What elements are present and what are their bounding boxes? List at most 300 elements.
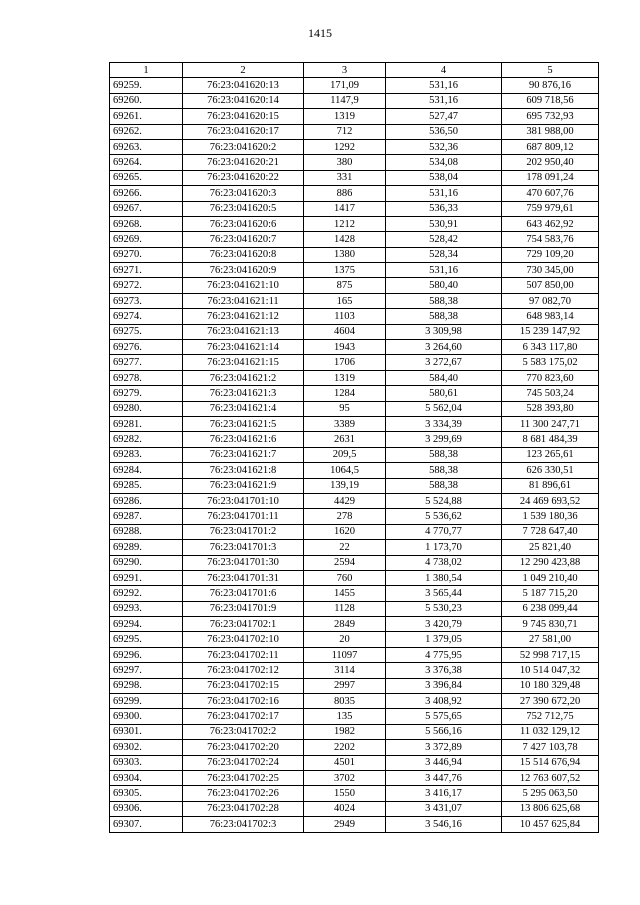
cadastral-number-cell: 76:23:041620:7 (183, 232, 304, 247)
area-cell: 1550 (304, 786, 386, 801)
table-row (110, 555, 599, 570)
row-number-cell: 69268. (110, 216, 183, 231)
area-cell: 1375 (304, 263, 386, 278)
cadastral-number-cell: 76:23:041620:17 (183, 124, 304, 139)
area-cell: 875 (304, 278, 386, 293)
table-row (110, 678, 599, 693)
row-number-cell: 69285. (110, 478, 183, 493)
cadastral-value-cell: 730 345,00 (502, 263, 599, 278)
cadastral-number-cell: 76:23:041621:7 (183, 447, 304, 462)
table-row (110, 186, 599, 201)
table-row (110, 155, 599, 170)
cadastral-number-cell: 76:23:041701:11 (183, 509, 304, 524)
area-cell: 1284 (304, 386, 386, 401)
specific-value-cell: 3 546,16 (386, 817, 502, 832)
specific-value-cell: 3 420,79 (386, 617, 502, 632)
area-cell: 1943 (304, 340, 386, 355)
cadastral-number-cell: 76:23:041620:8 (183, 247, 304, 262)
row-number-cell: 69283. (110, 447, 183, 462)
area-cell: 3114 (304, 663, 386, 678)
table-row (110, 247, 599, 262)
cadastral-value-cell: 27 581,00 (502, 632, 599, 647)
cadastral-value-cell: 507 850,00 (502, 278, 599, 293)
row-number-cell: 69296. (110, 647, 183, 662)
area-cell: 1212 (304, 216, 386, 231)
specific-value-cell: 588,38 (386, 463, 502, 478)
specific-value-cell: 528,42 (386, 232, 502, 247)
area-cell: 1064,5 (304, 463, 386, 478)
table-row (110, 78, 599, 93)
area-cell: 886 (304, 186, 386, 201)
cadastral-value-cell: 6 343 117,80 (502, 340, 599, 355)
area-cell: 139,19 (304, 478, 386, 493)
table-row (110, 432, 599, 447)
cadastral-number-cell: 76:23:041621:8 (183, 463, 304, 478)
cadastral-number-cell: 76:23:041621:9 (183, 478, 304, 493)
table-body (110, 78, 599, 832)
area-cell: 4604 (304, 324, 386, 339)
specific-value-cell: 538,04 (386, 170, 502, 185)
row-number-cell: 69269. (110, 232, 183, 247)
row-number-cell: 69286. (110, 493, 183, 508)
row-number-cell: 69271. (110, 263, 183, 278)
row-number-cell: 69274. (110, 309, 183, 324)
specific-value-cell: 531,16 (386, 78, 502, 93)
specific-value-cell: 3 299,69 (386, 432, 502, 447)
table-row (110, 709, 599, 724)
cadastral-value-cell: 202 950,40 (502, 155, 599, 170)
specific-value-cell: 534,08 (386, 155, 502, 170)
row-number-cell: 69304. (110, 770, 183, 785)
row-number-cell: 69278. (110, 370, 183, 385)
cadastral-value-cell: 770 823,60 (502, 370, 599, 385)
row-number-cell: 69261. (110, 109, 183, 124)
specific-value-cell: 1 380,54 (386, 570, 502, 585)
row-number-cell: 69294. (110, 617, 183, 632)
specific-value-cell: 588,38 (386, 478, 502, 493)
specific-value-cell: 3 446,94 (386, 755, 502, 770)
area-cell: 278 (304, 509, 386, 524)
cadastral-number-cell: 76:23:041620:14 (183, 93, 304, 108)
cadastral-value-cell: 5 583 175,02 (502, 355, 599, 370)
table-row (110, 601, 599, 616)
area-cell: 1455 (304, 586, 386, 601)
area-cell: 20 (304, 632, 386, 647)
specific-value-cell: 5 566,16 (386, 724, 502, 739)
area-cell: 1319 (304, 370, 386, 385)
row-number-cell: 69276. (110, 340, 183, 355)
row-number-cell: 69259. (110, 78, 183, 93)
specific-value-cell: 536,33 (386, 201, 502, 216)
row-number-cell: 69298. (110, 678, 183, 693)
row-number-cell: 69284. (110, 463, 183, 478)
cadastral-value-cell: 7 427 103,78 (502, 740, 599, 755)
cadastral-number-cell: 76:23:041620:21 (183, 155, 304, 170)
row-number-cell: 69267. (110, 201, 183, 216)
cadastral-number-cell: 76:23:041702:2 (183, 724, 304, 739)
area-cell: 1417 (304, 201, 386, 216)
area-cell: 2997 (304, 678, 386, 693)
cadastral-number-cell: 76:23:041620:6 (183, 216, 304, 231)
specific-value-cell: 588,38 (386, 293, 502, 308)
table-row (110, 416, 599, 431)
cadastral-number-cell: 76:23:041702:24 (183, 755, 304, 770)
area-cell: 3702 (304, 770, 386, 785)
cadastral-number-cell: 76:23:041620:15 (183, 109, 304, 124)
table-row (110, 694, 599, 709)
table-row (110, 463, 599, 478)
specific-value-cell: 3 372,89 (386, 740, 502, 755)
cadastral-number-cell: 76:23:041621:12 (183, 309, 304, 324)
area-cell: 165 (304, 293, 386, 308)
row-number-cell: 69263. (110, 139, 183, 154)
cadastral-value-cell: 97 082,70 (502, 293, 599, 308)
table-row (110, 232, 599, 247)
row-number-cell: 69273. (110, 293, 183, 308)
cadastral-number-cell: 76:23:041620:9 (183, 263, 304, 278)
cadastral-value-cell: 25 821,40 (502, 540, 599, 555)
row-number-cell: 69290. (110, 555, 183, 570)
specific-value-cell: 5 575,65 (386, 709, 502, 724)
row-number-cell: 69295. (110, 632, 183, 647)
specific-value-cell: 3 447,76 (386, 770, 502, 785)
cadastral-value-cell: 24 469 693,52 (502, 493, 599, 508)
cadastral-number-cell: 76:23:041621:14 (183, 340, 304, 355)
area-cell: 1147,9 (304, 93, 386, 108)
cadastral-value-cell: 10 457 625,84 (502, 817, 599, 832)
table-row (110, 401, 599, 416)
table-header-row (110, 63, 599, 78)
specific-value-cell: 531,16 (386, 93, 502, 108)
cadastral-value-cell: 52 998 717,15 (502, 647, 599, 662)
cadastral-value-cell: 626 330,51 (502, 463, 599, 478)
cadastral-value-cell: 9 745 830,71 (502, 617, 599, 632)
cadastral-value-cell: 12 763 607,52 (502, 770, 599, 785)
table-row (110, 216, 599, 231)
cadastral-value-cell: 27 390 672,20 (502, 694, 599, 709)
cadastral-value-cell: 11 300 247,71 (502, 416, 599, 431)
cadastral-number-cell: 76:23:041621:2 (183, 370, 304, 385)
cadastral-value-cell: 745 503,24 (502, 386, 599, 401)
specific-value-cell: 4 775,95 (386, 647, 502, 662)
specific-value-cell: 5 536,62 (386, 509, 502, 524)
table-row (110, 755, 599, 770)
specific-value-cell: 5 530,23 (386, 601, 502, 616)
specific-value-cell: 3 396,84 (386, 678, 502, 693)
table-row (110, 617, 599, 632)
cadastral-value-cell: 1 049 210,40 (502, 570, 599, 585)
cadastral-value-cell: 381 988,00 (502, 124, 599, 139)
table-row (110, 770, 599, 785)
cadastral-value-cell: 729 109,20 (502, 247, 599, 262)
area-cell: 1103 (304, 309, 386, 324)
cadastral-number-cell: 76:23:041621:13 (183, 324, 304, 339)
cadastral-number-cell: 76:23:041620:13 (183, 78, 304, 93)
area-cell: 171,09 (304, 78, 386, 93)
cadastral-number-cell: 76:23:041621:5 (183, 416, 304, 431)
area-cell: 4429 (304, 493, 386, 508)
table-row (110, 263, 599, 278)
specific-value-cell: 3 431,07 (386, 801, 502, 816)
cadastral-number-cell: 76:23:041701:10 (183, 493, 304, 508)
table-row (110, 647, 599, 662)
cadastral-value-cell: 5 295 063,50 (502, 786, 599, 801)
specific-value-cell: 3 416,17 (386, 786, 502, 801)
area-cell: 135 (304, 709, 386, 724)
page-number: 1415 (308, 26, 332, 40)
table-row (110, 817, 599, 832)
row-number-cell: 69291. (110, 570, 183, 585)
column-header-5: 5 (502, 63, 599, 78)
row-number-cell: 69292. (110, 586, 183, 601)
cadastral-value-cell: 12 290 423,88 (502, 555, 599, 570)
table-row (110, 740, 599, 755)
row-number-cell: 69305. (110, 786, 183, 801)
row-number-cell: 69306. (110, 801, 183, 816)
specific-value-cell: 580,61 (386, 386, 502, 401)
cadastral-number-cell: 76:23:041702:25 (183, 770, 304, 785)
row-number-cell: 69307. (110, 817, 183, 832)
cadastral-number-cell: 76:23:041701:9 (183, 601, 304, 616)
table-row (110, 570, 599, 585)
cadastral-number-cell: 76:23:041702:28 (183, 801, 304, 816)
cadastral-number-cell: 76:23:041701:30 (183, 555, 304, 570)
specific-value-cell: 3 272,67 (386, 355, 502, 370)
column-header-3: 3 (304, 63, 386, 78)
area-cell: 760 (304, 570, 386, 585)
cadastral-value-cell: 8 681 484,39 (502, 432, 599, 447)
cadastral-number-cell: 76:23:041702:12 (183, 663, 304, 678)
cadastral-value-cell: 90 876,16 (502, 78, 599, 93)
row-number-cell: 69281. (110, 416, 183, 431)
row-number-cell: 69300. (110, 709, 183, 724)
row-number-cell: 69280. (110, 401, 183, 416)
cadastral-number-cell: 76:23:041621:6 (183, 432, 304, 447)
row-number-cell: 69264. (110, 155, 183, 170)
cadastral-value-cell: 609 718,56 (502, 93, 599, 108)
cadastral-value-cell: 81 896,61 (502, 478, 599, 493)
area-cell: 8035 (304, 694, 386, 709)
area-cell: 380 (304, 155, 386, 170)
cadastral-number-cell: 76:23:041701:3 (183, 540, 304, 555)
area-cell: 4024 (304, 801, 386, 816)
cadastral-number-cell: 76:23:041702:10 (183, 632, 304, 647)
area-cell: 331 (304, 170, 386, 185)
area-cell: 2631 (304, 432, 386, 447)
specific-value-cell: 3 565,44 (386, 586, 502, 601)
row-number-cell: 69260. (110, 93, 183, 108)
table-row (110, 786, 599, 801)
specific-value-cell: 3 376,38 (386, 663, 502, 678)
table-row (110, 493, 599, 508)
cadastral-number-cell: 76:23:041701:2 (183, 524, 304, 539)
area-cell: 1620 (304, 524, 386, 539)
cadastral-value-cell: 6 238 099,44 (502, 601, 599, 616)
table-row (110, 109, 599, 124)
table-row (110, 478, 599, 493)
specific-value-cell: 584,40 (386, 370, 502, 385)
cadastral-number-cell: 76:23:041621:4 (183, 401, 304, 416)
cadastral-number-cell: 76:23:041621:11 (183, 293, 304, 308)
row-number-cell: 69277. (110, 355, 183, 370)
area-cell: 1319 (304, 109, 386, 124)
row-number-cell: 69288. (110, 524, 183, 539)
area-cell: 22 (304, 540, 386, 555)
cadastral-value-cell: 754 583,76 (502, 232, 599, 247)
table-row (110, 540, 599, 555)
specific-value-cell: 3 264,60 (386, 340, 502, 355)
area-cell: 95 (304, 401, 386, 416)
cadastral-value-cell: 15 239 147,92 (502, 324, 599, 339)
cadastral-value-cell: 687 809,12 (502, 139, 599, 154)
cadastral-number-cell: 76:23:041620:3 (183, 186, 304, 201)
row-number-cell: 69289. (110, 540, 183, 555)
specific-value-cell: 5 562,04 (386, 401, 502, 416)
table-row (110, 370, 599, 385)
area-cell: 209,5 (304, 447, 386, 462)
specific-value-cell: 3 408,92 (386, 694, 502, 709)
specific-value-cell: 4 738,02 (386, 555, 502, 570)
cadastral-number-cell: 76:23:041702:16 (183, 694, 304, 709)
cadastral-value-cell: 123 265,61 (502, 447, 599, 462)
row-number-cell: 69266. (110, 186, 183, 201)
column-header-4: 4 (386, 63, 502, 78)
row-number-cell: 69287. (110, 509, 183, 524)
table-row (110, 447, 599, 462)
row-number-cell: 69301. (110, 724, 183, 739)
cadastral-number-cell: 76:23:041621:15 (183, 355, 304, 370)
cadastral-value-cell: 648 983,14 (502, 309, 599, 324)
column-header-2: 2 (183, 63, 304, 78)
specific-value-cell: 527,47 (386, 109, 502, 124)
cadastral-value-cell: 11 032 129,12 (502, 724, 599, 739)
row-number-cell: 69262. (110, 124, 183, 139)
table-row (110, 124, 599, 139)
table-row (110, 386, 599, 401)
area-cell: 1128 (304, 601, 386, 616)
area-cell: 2849 (304, 617, 386, 632)
table-row (110, 278, 599, 293)
specific-value-cell: 580,40 (386, 278, 502, 293)
table-row (110, 139, 599, 154)
table-row (110, 170, 599, 185)
cadastral-value-cell: 643 462,92 (502, 216, 599, 231)
table-row (110, 509, 599, 524)
table-row (110, 663, 599, 678)
cadastral-value-cell: 752 712,75 (502, 709, 599, 724)
table-row (110, 632, 599, 647)
specific-value-cell: 531,16 (386, 263, 502, 278)
cadastral-value-cell: 759 979,61 (502, 201, 599, 216)
cadastral-number-cell: 76:23:041702:3 (183, 817, 304, 832)
specific-value-cell: 3 334,39 (386, 416, 502, 431)
cadastral-value-cell: 695 732,93 (502, 109, 599, 124)
specific-value-cell: 588,38 (386, 447, 502, 462)
table-row (110, 309, 599, 324)
specific-value-cell: 588,38 (386, 309, 502, 324)
area-cell: 2594 (304, 555, 386, 570)
cadastral-value-cell: 5 187 715,20 (502, 586, 599, 601)
row-number-cell: 69299. (110, 694, 183, 709)
row-number-cell: 69270. (110, 247, 183, 262)
area-cell: 11097 (304, 647, 386, 662)
column-header-1: 1 (110, 63, 183, 78)
row-number-cell: 69265. (110, 170, 183, 185)
table-row (110, 355, 599, 370)
area-cell: 3389 (304, 416, 386, 431)
cadastral-number-cell: 76:23:041702:26 (183, 786, 304, 801)
area-cell: 1428 (304, 232, 386, 247)
table-row (110, 201, 599, 216)
cadastral-value-cell: 178 091,24 (502, 170, 599, 185)
cadastral-value-cell: 470 607,76 (502, 186, 599, 201)
cadastral-value-cell: 13 806 625,68 (502, 801, 599, 816)
table-row (110, 93, 599, 108)
row-number-cell: 69275. (110, 324, 183, 339)
area-cell: 1380 (304, 247, 386, 262)
table-row (110, 801, 599, 816)
cadastral-value-cell: 10 180 329,48 (502, 678, 599, 693)
cadastral-number-cell: 76:23:041621:10 (183, 278, 304, 293)
cadastral-number-cell: 76:23:041620:2 (183, 139, 304, 154)
area-cell: 712 (304, 124, 386, 139)
specific-value-cell: 532,36 (386, 139, 502, 154)
specific-value-cell: 528,34 (386, 247, 502, 262)
specific-value-cell: 4 770,77 (386, 524, 502, 539)
cadastral-value-cell: 10 514 047,32 (502, 663, 599, 678)
area-cell: 1706 (304, 355, 386, 370)
cadastral-number-cell: 76:23:041620:22 (183, 170, 304, 185)
table-row (110, 293, 599, 308)
row-number-cell: 69302. (110, 740, 183, 755)
specific-value-cell: 531,16 (386, 186, 502, 201)
area-cell: 4501 (304, 755, 386, 770)
row-number-cell: 69279. (110, 386, 183, 401)
area-cell: 1982 (304, 724, 386, 739)
specific-value-cell: 530,91 (386, 216, 502, 231)
cadastral-number-cell: 76:23:041702:1 (183, 617, 304, 632)
cadastral-value-cell: 1 539 180,36 (502, 509, 599, 524)
specific-value-cell: 3 309,98 (386, 324, 502, 339)
cadastral-value-cell: 528 393,80 (502, 401, 599, 416)
specific-value-cell: 536,50 (386, 124, 502, 139)
cadastral-number-cell: 76:23:041620:5 (183, 201, 304, 216)
table-row (110, 340, 599, 355)
specific-value-cell: 1 379,05 (386, 632, 502, 647)
cadastral-number-cell: 76:23:041702:11 (183, 647, 304, 662)
table-row (110, 724, 599, 739)
cadastral-number-cell: 76:23:041702:20 (183, 740, 304, 755)
cadastral-value-cell: 7 728 647,40 (502, 524, 599, 539)
table-row (110, 586, 599, 601)
row-number-cell: 69293. (110, 601, 183, 616)
area-cell: 2202 (304, 740, 386, 755)
cadastral-value-cell: 15 514 676,94 (502, 755, 599, 770)
row-number-cell: 69272. (110, 278, 183, 293)
row-number-cell: 69297. (110, 663, 183, 678)
cadastral-number-cell: 76:23:041702:15 (183, 678, 304, 693)
row-number-cell: 69303. (110, 755, 183, 770)
cadastral-number-cell: 76:23:041701:31 (183, 570, 304, 585)
row-number-cell: 69282. (110, 432, 183, 447)
area-cell: 2949 (304, 817, 386, 832)
cadastral-number-cell: 76:23:041702:17 (183, 709, 304, 724)
table-row (110, 524, 599, 539)
cadastral-number-cell: 76:23:041701:6 (183, 586, 304, 601)
specific-value-cell: 1 173,70 (386, 540, 502, 555)
area-cell: 1292 (304, 139, 386, 154)
cadastral-number-cell: 76:23:041621:3 (183, 386, 304, 401)
